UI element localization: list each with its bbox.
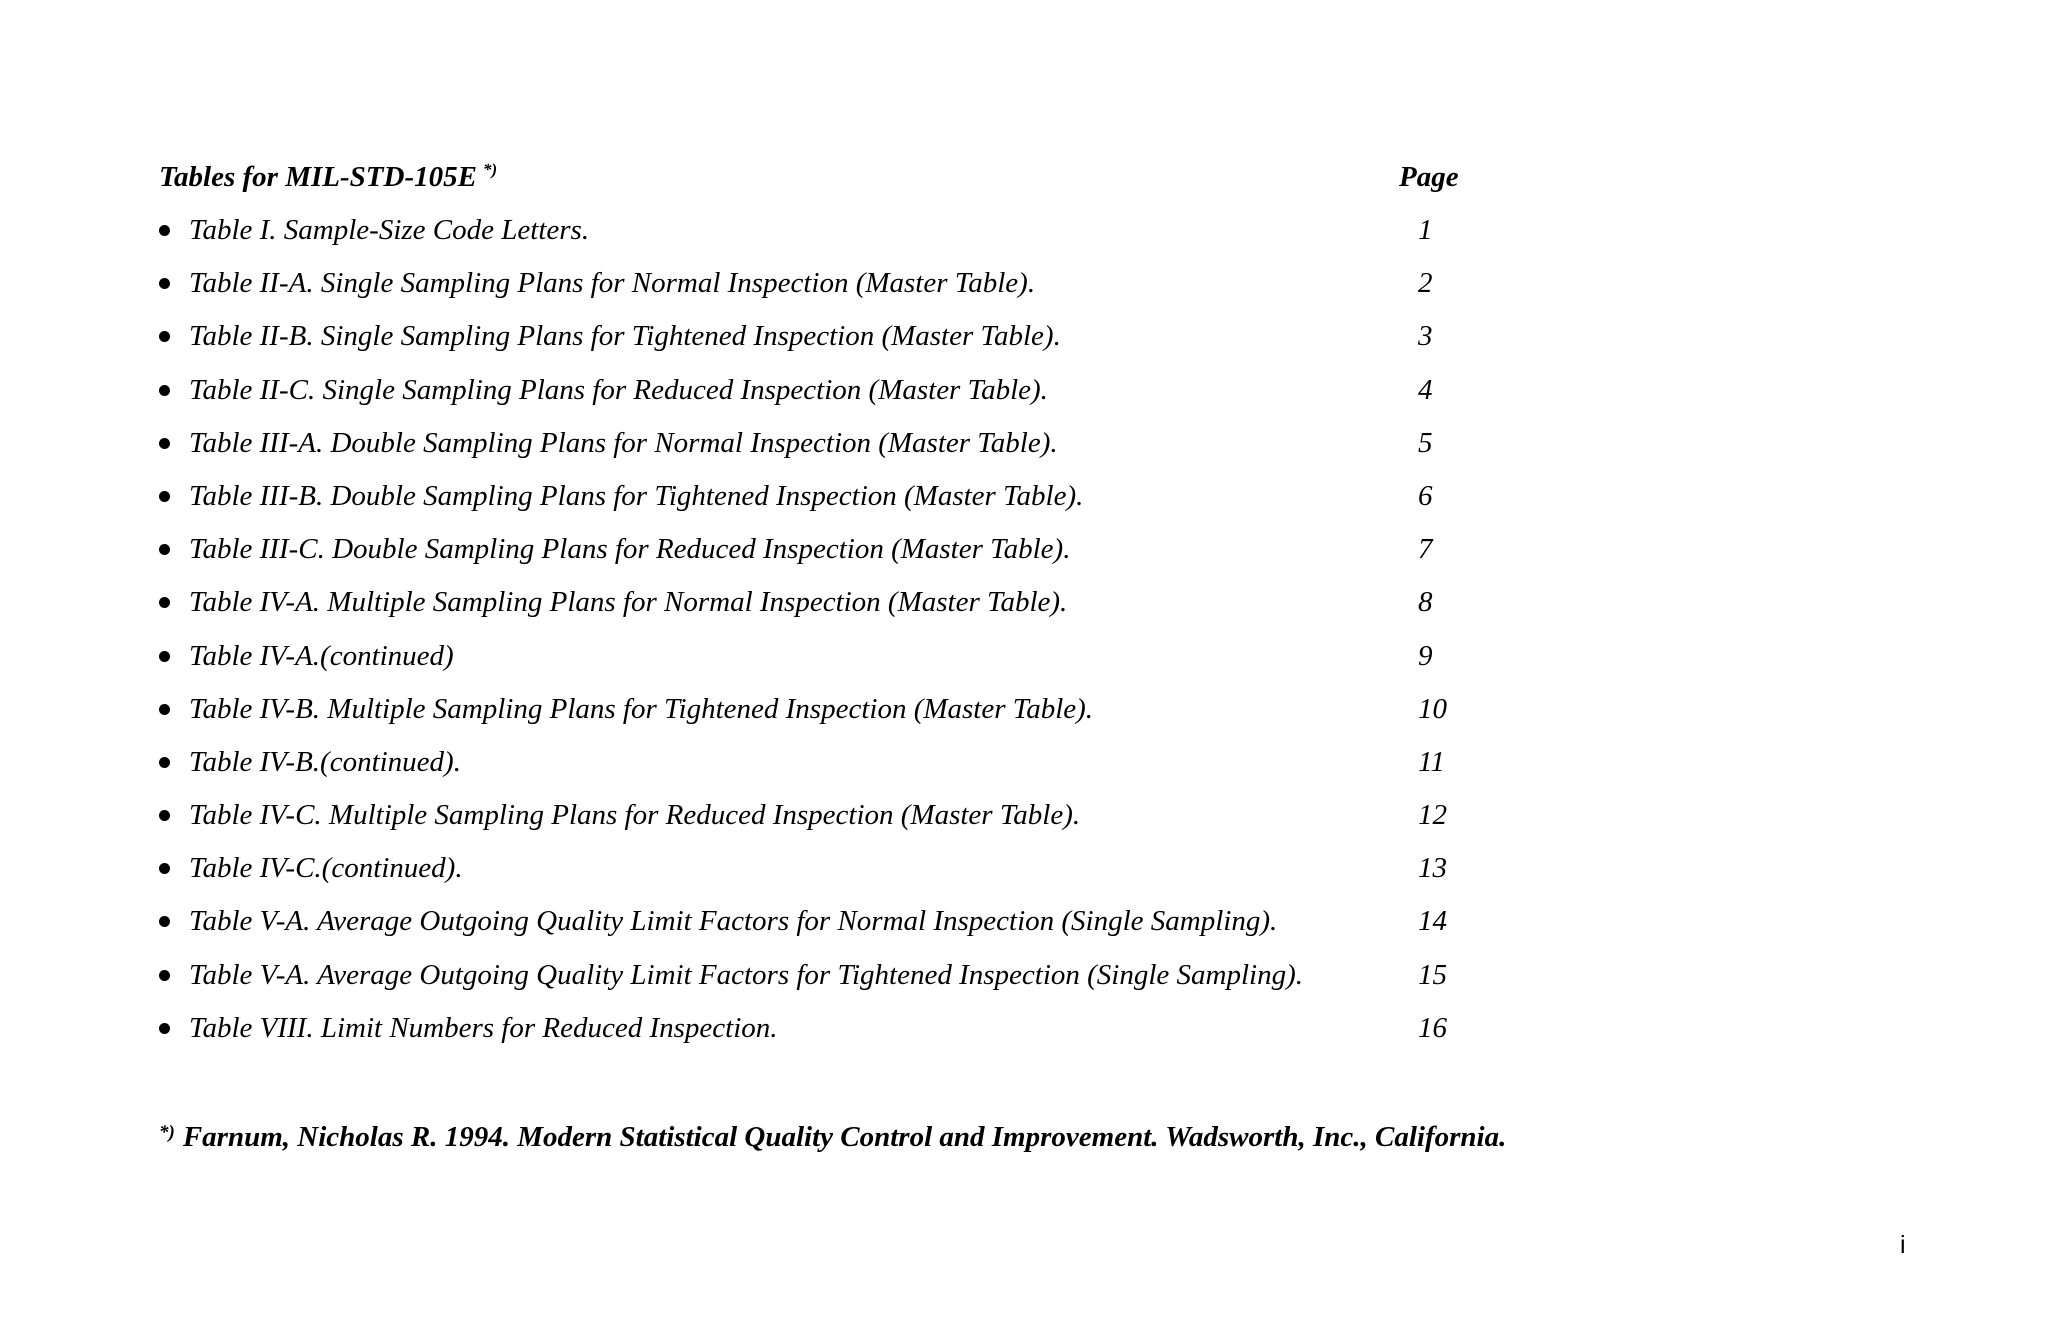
toc-entry-page: 11 (1418, 745, 1445, 778)
toc-entry (159, 316, 1459, 369)
toc-entry (159, 848, 1459, 901)
toc-entry (159, 423, 1459, 476)
toc-entry-page: 12 (1418, 799, 1447, 832)
bullet-icon (159, 1023, 170, 1034)
toc-entry (159, 529, 1459, 582)
toc-entry (159, 795, 1459, 848)
bullet-icon (159, 916, 170, 927)
toc-entry-title: Table II-B. Single Sampling Plans for Tightened Inspection (Master Table). (189, 320, 1061, 353)
toc-entry (159, 636, 1459, 689)
toc-entry-title: Table IV-C.(continued). (189, 852, 463, 885)
footnote-reference: *) (482, 160, 498, 179)
toc-entry-page: 6 (1418, 479, 1433, 512)
toc-entry-title: Table III-B. Double Sampling Plans for Tightened Inspection (Master Table). (189, 479, 1084, 512)
toc-entry-page: 10 (1418, 692, 1447, 725)
toc-list (159, 210, 1459, 1061)
toc-entry-title: Table IV-C. Multiple Sampling Plans for Reduced Inspection (Master Table). (189, 799, 1081, 832)
toc-heading (159, 157, 1459, 197)
toc-entry-title: Table III-A. Double Sampling Plans for Normal Inspection (Master Table). (189, 426, 1058, 459)
footnote: *) Farnum, Nicholas R. 1994. Modern Statistical Quality Control and Improvement. Wadsworth, Inc., California. (159, 1121, 1507, 1153)
toc-entry-title: Table IV-A.(continued) (189, 639, 454, 672)
toc-entry-page: 15 (1418, 958, 1447, 991)
page-number: i (1900, 1231, 1906, 1259)
footnote-text: Farnum, Nicholas R. 1994. Modern Statistical Quality Control and Improvement. Wadsworth, Inc., California. (182, 1121, 1507, 1153)
toc-entry-title: Table V-A. Average Outgoing Quality Limit Factors for Normal Inspection (Single Sampling). (189, 905, 1278, 938)
toc-entry (159, 901, 1459, 954)
bullet-icon (159, 438, 170, 449)
toc-entry (159, 582, 1459, 635)
toc-entry-page: 13 (1418, 852, 1447, 885)
bullet-icon (159, 704, 170, 715)
bullet-icon (159, 331, 170, 342)
bullet-icon (159, 970, 170, 981)
toc-entry-title: Table I. Sample-Size Code Letters. (189, 214, 590, 246)
bullet-icon (159, 810, 170, 821)
toc-entry (159, 742, 1459, 795)
toc-title-text: Tables for MIL-STD-105E (159, 161, 477, 193)
toc-entry-page: 8 (1418, 586, 1433, 619)
toc-entry-title: Table II-C. Single Sampling Plans for Reduced Inspection (Master Table). (189, 373, 1048, 406)
toc-title (159, 157, 497, 197)
page-column-label: Page (1399, 161, 1459, 193)
toc-entry (159, 263, 1459, 316)
bullet-icon (159, 544, 170, 555)
toc-entry-title: Table III-C. Double Sampling Plans for Reduced Inspection (Master Table). (189, 533, 1071, 566)
toc-entry-page: 3 (1418, 320, 1433, 353)
bullet-icon (159, 225, 170, 236)
toc-entry (159, 955, 1459, 1008)
bullet-icon (159, 278, 170, 289)
toc-entry-title: Table VIII. Limit Numbers for Reduced Inspection. (189, 1011, 778, 1044)
toc-entry-page: 1 (1418, 214, 1433, 246)
bullet-icon (159, 651, 170, 662)
toc-entry-title: Table IV-B. Multiple Sampling Plans for Tightened Inspection (Master Table). (189, 692, 1094, 725)
toc-entry (159, 370, 1459, 423)
toc-entry (159, 210, 1459, 263)
toc-entry (159, 476, 1459, 529)
toc-entry-page: 16 (1418, 1011, 1447, 1044)
toc-entry-title: Table IV-A. Multiple Sampling Plans for Normal Inspection (Master Table). (189, 586, 1068, 619)
bullet-icon (159, 491, 170, 502)
bullet-icon (159, 385, 170, 396)
toc-entry-title: Table V-A. Average Outgoing Quality Limit Factors for Tightened Inspection (Single Sampling). (189, 958, 1304, 991)
bullet-icon (159, 863, 170, 874)
toc-entry-page: 14 (1418, 905, 1447, 938)
toc-entry-page: 5 (1418, 426, 1433, 459)
toc-entry (159, 689, 1459, 742)
toc-entry-page: 2 (1418, 267, 1433, 300)
toc-entry-page: 7 (1418, 533, 1433, 566)
toc-entry-title: Table IV-B.(continued). (189, 745, 461, 778)
bullet-icon (159, 597, 170, 608)
toc-entry (159, 1008, 1459, 1061)
toc-entry-page: 9 (1418, 639, 1433, 672)
bullet-icon (159, 757, 170, 768)
toc-entry-title: Table II-A. Single Sampling Plans for Normal Inspection (Master Table). (189, 267, 1036, 300)
toc-entry-page: 4 (1418, 373, 1433, 406)
